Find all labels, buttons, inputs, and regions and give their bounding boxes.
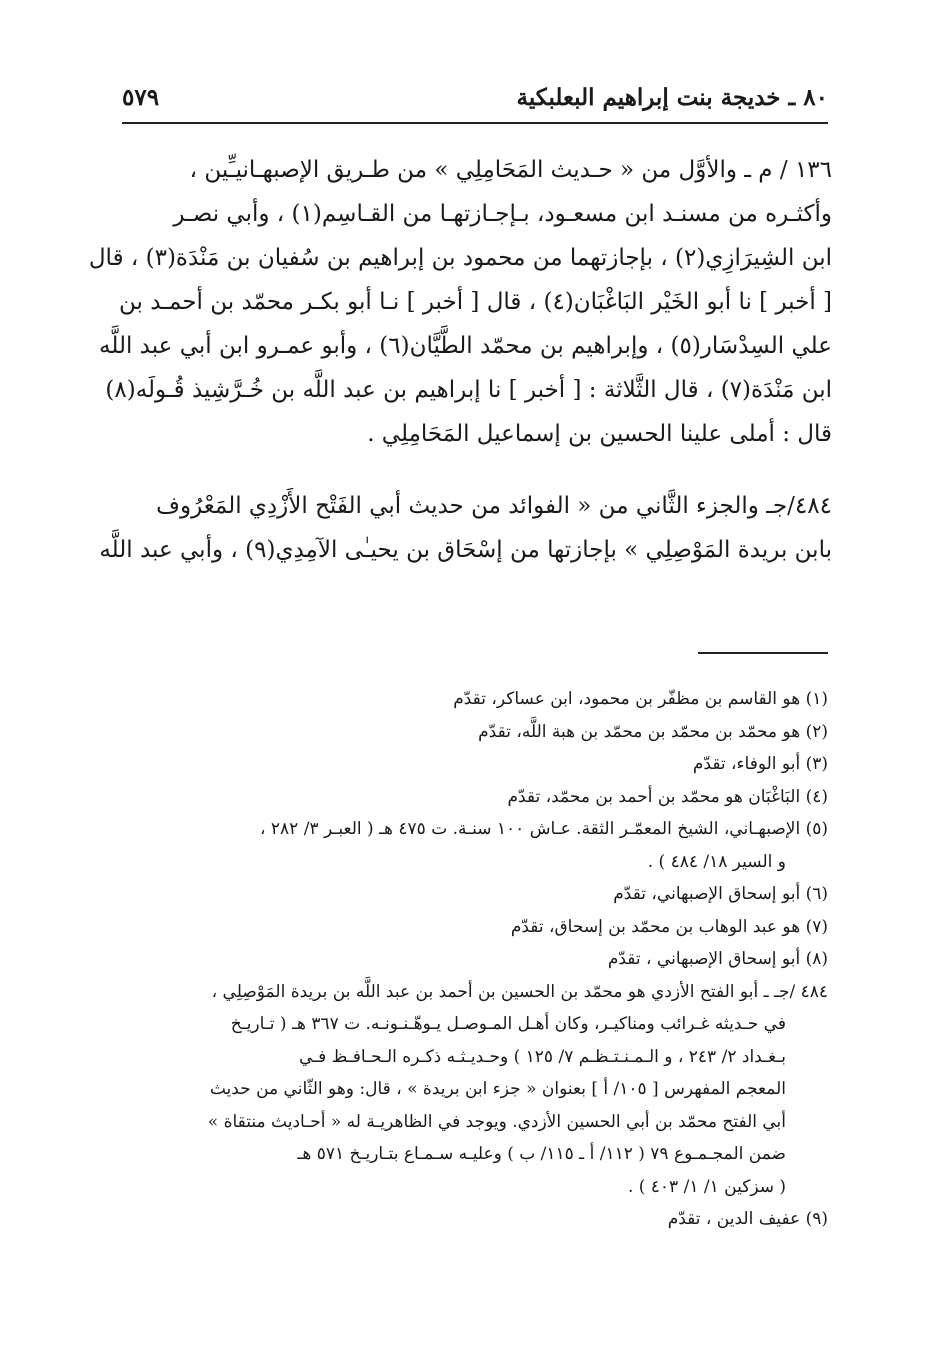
text-line: بابن بريدة المَوْصِلِي » بإجازتها من إسْحَاق بن يحيـٰى الآمِدِي(٩) ، وأبي عبد اللَّه <box>99 537 832 563</box>
footnote-line: بـغـداد ٢/ ٢٤٣ ، و الـمـنـتـظـم ٧/ ١٢٥ ) وحـديـثـه ذكـره الـحـافـظ فـي <box>298 1046 786 1067</box>
text-line: [ أخبر ] نا أبو الخَيْر البَاغْبَان(٤) ، قال [ أخبر ] نـا أبو بكـر محمّد بن أحمـد بن <box>118 289 832 315</box>
text-line: ٤٨٤/جـ والجزء الثَّاني من « الفوائد من حديث أبي الفَتْح الأَزْدِي المَعْرُوف <box>156 493 832 519</box>
running-title: ٨٠ ـ خديجة بنت إبراهيم البعلبكية <box>516 84 828 111</box>
text-line: قال : أملى علينا الحسين بن إسماعيل المَحَامِلِي . <box>367 421 832 447</box>
footnote-line: (١) هو القاسم بن مظفّر بن محمود، ابن عساكر، تقدّم <box>453 689 828 709</box>
footnote-line: (٢) هو محمّد بن محمّد بن محمّد بن هبة اللَّه، تقدّم <box>478 721 828 742</box>
page-header <box>122 78 828 124</box>
footnote-line: ضمن المجـمـوع ٧٩ ( ١١٢/ أ ـ ١١٥/ ب ) وعليـه سـمـاع بتـاريـخ ٥٧١ هـ <box>297 1144 786 1164</box>
text-line: ١٣٦ / م ـ والأوَّل من « حـديث المَحَامِلِي » من طـريق الإصبهـانيـِّين ، <box>189 157 832 183</box>
footnotes <box>100 683 828 1236</box>
footnote-line: (٧) هو عبد الوهاب بن محمّد بن إسحاق، تقدّم <box>510 916 828 937</box>
text-line: ابن الشِيرَازِي(٢) ، بإجازتهما من محمود بن إبراهيم بن سُفيان بن مَنْدَة(٣) ، قال <box>88 245 832 271</box>
footnote-line: ٤٨٤ /جـ ـ أبو الفتح الأزدي هو محمّد بن الحسين بن أحمد بن عبد اللَّه بن بريدة المَوْصِلِي ، <box>211 981 828 1002</box>
footnote-line: ( سزكين ١/ ١/ ٤٠٣ ) . <box>627 1176 786 1197</box>
footnote-line: أبي الفتح محمّد بن أبي الحسين الأزدي. ويوجد في الظاهريـة له « أحـاديث منتقاة » <box>207 1111 786 1132</box>
footnote-line: (٤) البَاغْبَان هو محمّد بن أحمد بن محمّد، تقدّم <box>507 786 828 807</box>
entry-484 <box>99 484 832 572</box>
footnote-line: (٩) عفيف الدين ، تقدّم <box>667 1209 828 1229</box>
footnote-line: (٥) الإصبهـاني، الشيخ المعمّـر الثقة. عـاش ١٠٠ سنـة. ت ٤٧٥ هـ ( العبـر ٣/ ٢٨٢ ، <box>260 819 828 839</box>
footnote-line: في حـديثه غـرائب ومناكيـر، وكان أهـل المـوصـل يـوهّـنـونـه. ت ٣٦٧ هـ ( تـاريـخ <box>230 1014 786 1034</box>
footnote-line: المعجم المفهرس [ ١٠٥/ أ ] بعنوان « جزء ابن بريدة » ، قال: وهو الثّاني من حديث <box>209 1079 786 1099</box>
page-number: ٥٧٩ <box>122 84 160 111</box>
main-text <box>88 148 832 572</box>
entry-136 <box>88 148 832 456</box>
footnote-line: و السير ١٨/ ٤٨٤ ) . <box>647 851 786 872</box>
footnote-divider <box>698 652 828 654</box>
text-line: علي السِدْسَار(٥) ، وإبراهيم بن محمّد الطَّيَّان(٦) ، وأبو عمـرو ابن أبي عبد اللَّه <box>99 333 832 359</box>
text-line: وأكثـره من مسنـد ابن مسعـود، بـإجـازتهـا من القـاسِم(١) ، وأبي نصـر <box>173 201 832 227</box>
footnote-line: (٦) أبو إسحاق الإصبهاني، تقدّم <box>613 884 828 904</box>
text-line: ابن مَنْدَة(٧) ، قال الثَّلاثة : [ أخبر ] نا إبراهيم بن عبد اللَّه بن خُـرَّشِيذ قُـولَه(٨) <box>105 377 832 403</box>
footnote-line: (٣) أبو الوفاء، تقدّم <box>692 754 828 774</box>
footnote-line: (٨) أبو إسحاق الإصبهاني ، تقدّم <box>607 949 828 969</box>
entry-gap <box>108 456 832 484</box>
